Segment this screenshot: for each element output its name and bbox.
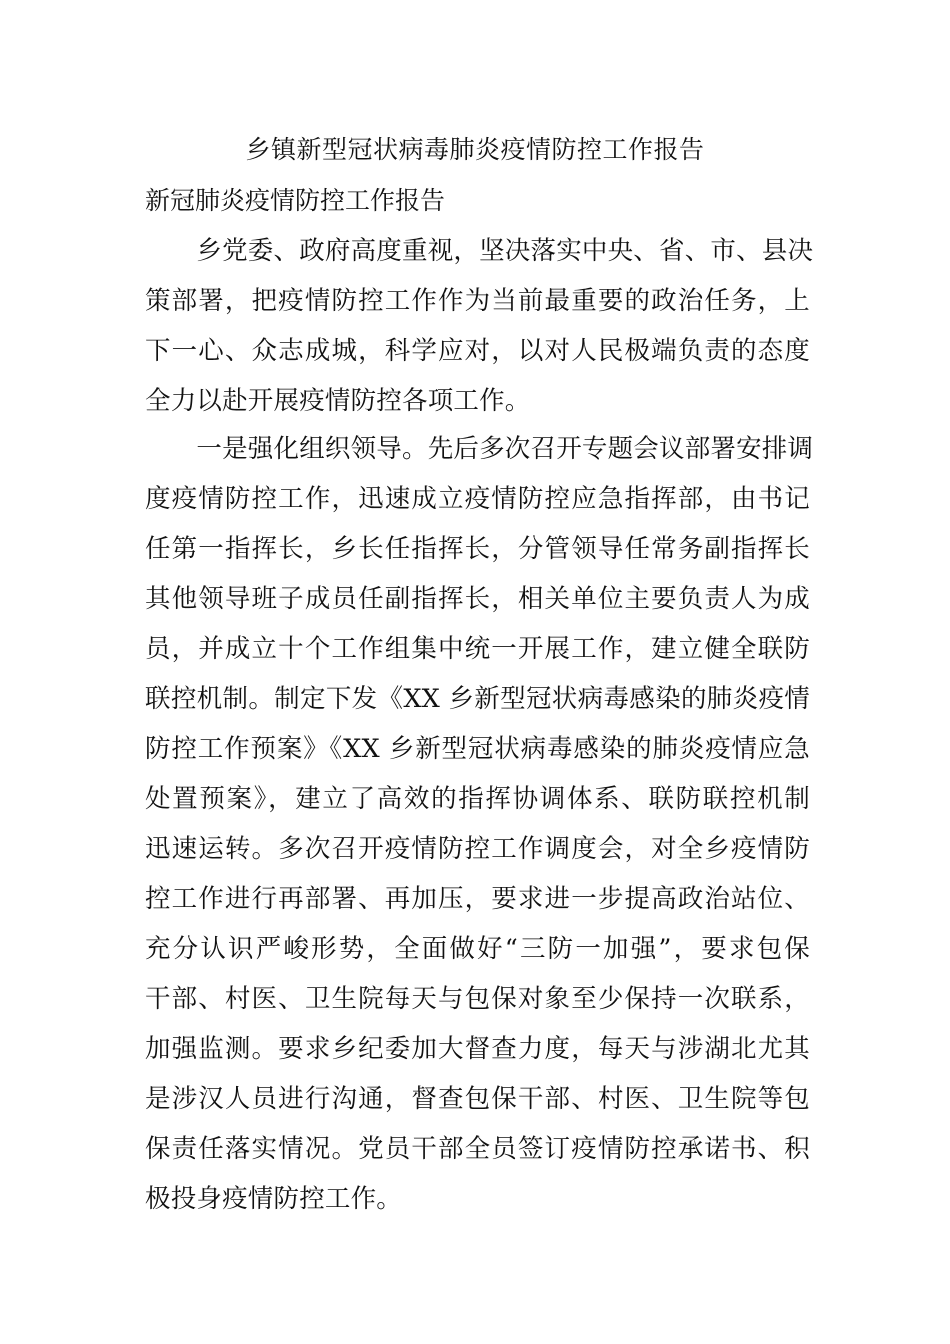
paragraph-line: 干部、村医、卫生院每天与包保对象至少保持一次联系， bbox=[145, 984, 810, 1014]
paragraph-line: 策部署，把疫情防控工作作为当前最重要的政治任务，上 bbox=[145, 286, 810, 316]
paragraph-line: 处置预案》，建立了高效的指挥协调体系、联防联控机制 bbox=[145, 784, 810, 814]
paragraph-line: 充分认识严峻形势，全面做好“三防一加强”，要求包保 bbox=[145, 934, 810, 964]
paragraph-line: 任第一指挥长，乡长任指挥长，分管领导任常务副指挥长 bbox=[145, 534, 810, 564]
paragraph-organization-leadership bbox=[145, 424, 814, 1224]
paragraph-line: 保责任落实情况。党员干部全员签订疫情防控承诺书、积 bbox=[145, 1134, 810, 1164]
paragraph-intro bbox=[145, 226, 814, 426]
paragraph-line: 全力以赴开展疫情防控各项工作。 bbox=[145, 386, 531, 416]
paragraph-line: 员，并成立十个工作组集中统一开展工作，建立健全联防 bbox=[145, 634, 810, 664]
paragraph-line: 极投身疫情防控工作。 bbox=[145, 1184, 403, 1214]
paragraph-line: 其他领导班子成员任副指挥长，相关单位主要负责人为成 bbox=[145, 584, 810, 614]
paragraph-line: 联控机制。制定下发《XX 乡新型冠状病毒感染的肺炎疫情 bbox=[145, 684, 810, 714]
paragraph-line: 防控工作预案》《XX 乡新型冠状病毒感染的肺炎疫情应急 bbox=[145, 734, 810, 764]
paragraph-line: 加强监测。要求乡纪委加大督查力度，每天与涉湖北尤其 bbox=[145, 1034, 810, 1064]
paragraph-line: 迅速运转。多次召开疫情防控工作调度会，对全乡疫情防 bbox=[145, 834, 810, 864]
document-subtitle: 新冠肺炎疫情防控工作报告 bbox=[145, 186, 446, 215]
paragraph-line: 控工作进行再部署、再加压，要求进一步提高政治站位、 bbox=[145, 884, 810, 914]
paragraph-line: 下一心、众志成城，科学应对，以对人民极端负责的态度 bbox=[145, 336, 810, 366]
document-title: 乡镇新型冠状病毒肺炎疫情防控工作报告 bbox=[245, 135, 705, 164]
paragraph-line: 一是强化组织领导。先后多次召开专题会议部署安排调 bbox=[145, 434, 814, 464]
paragraph-line: 乡党委、政府高度重视，坚决落实中央、省、市、县决 bbox=[145, 236, 814, 266]
paragraph-line: 度疫情防控工作，迅速成立疫情防控应急指挥部，由书记 bbox=[145, 484, 810, 514]
paragraph-line: 是涉汉人员进行沟通，督查包保干部、村医、卫生院等包 bbox=[145, 1084, 810, 1114]
